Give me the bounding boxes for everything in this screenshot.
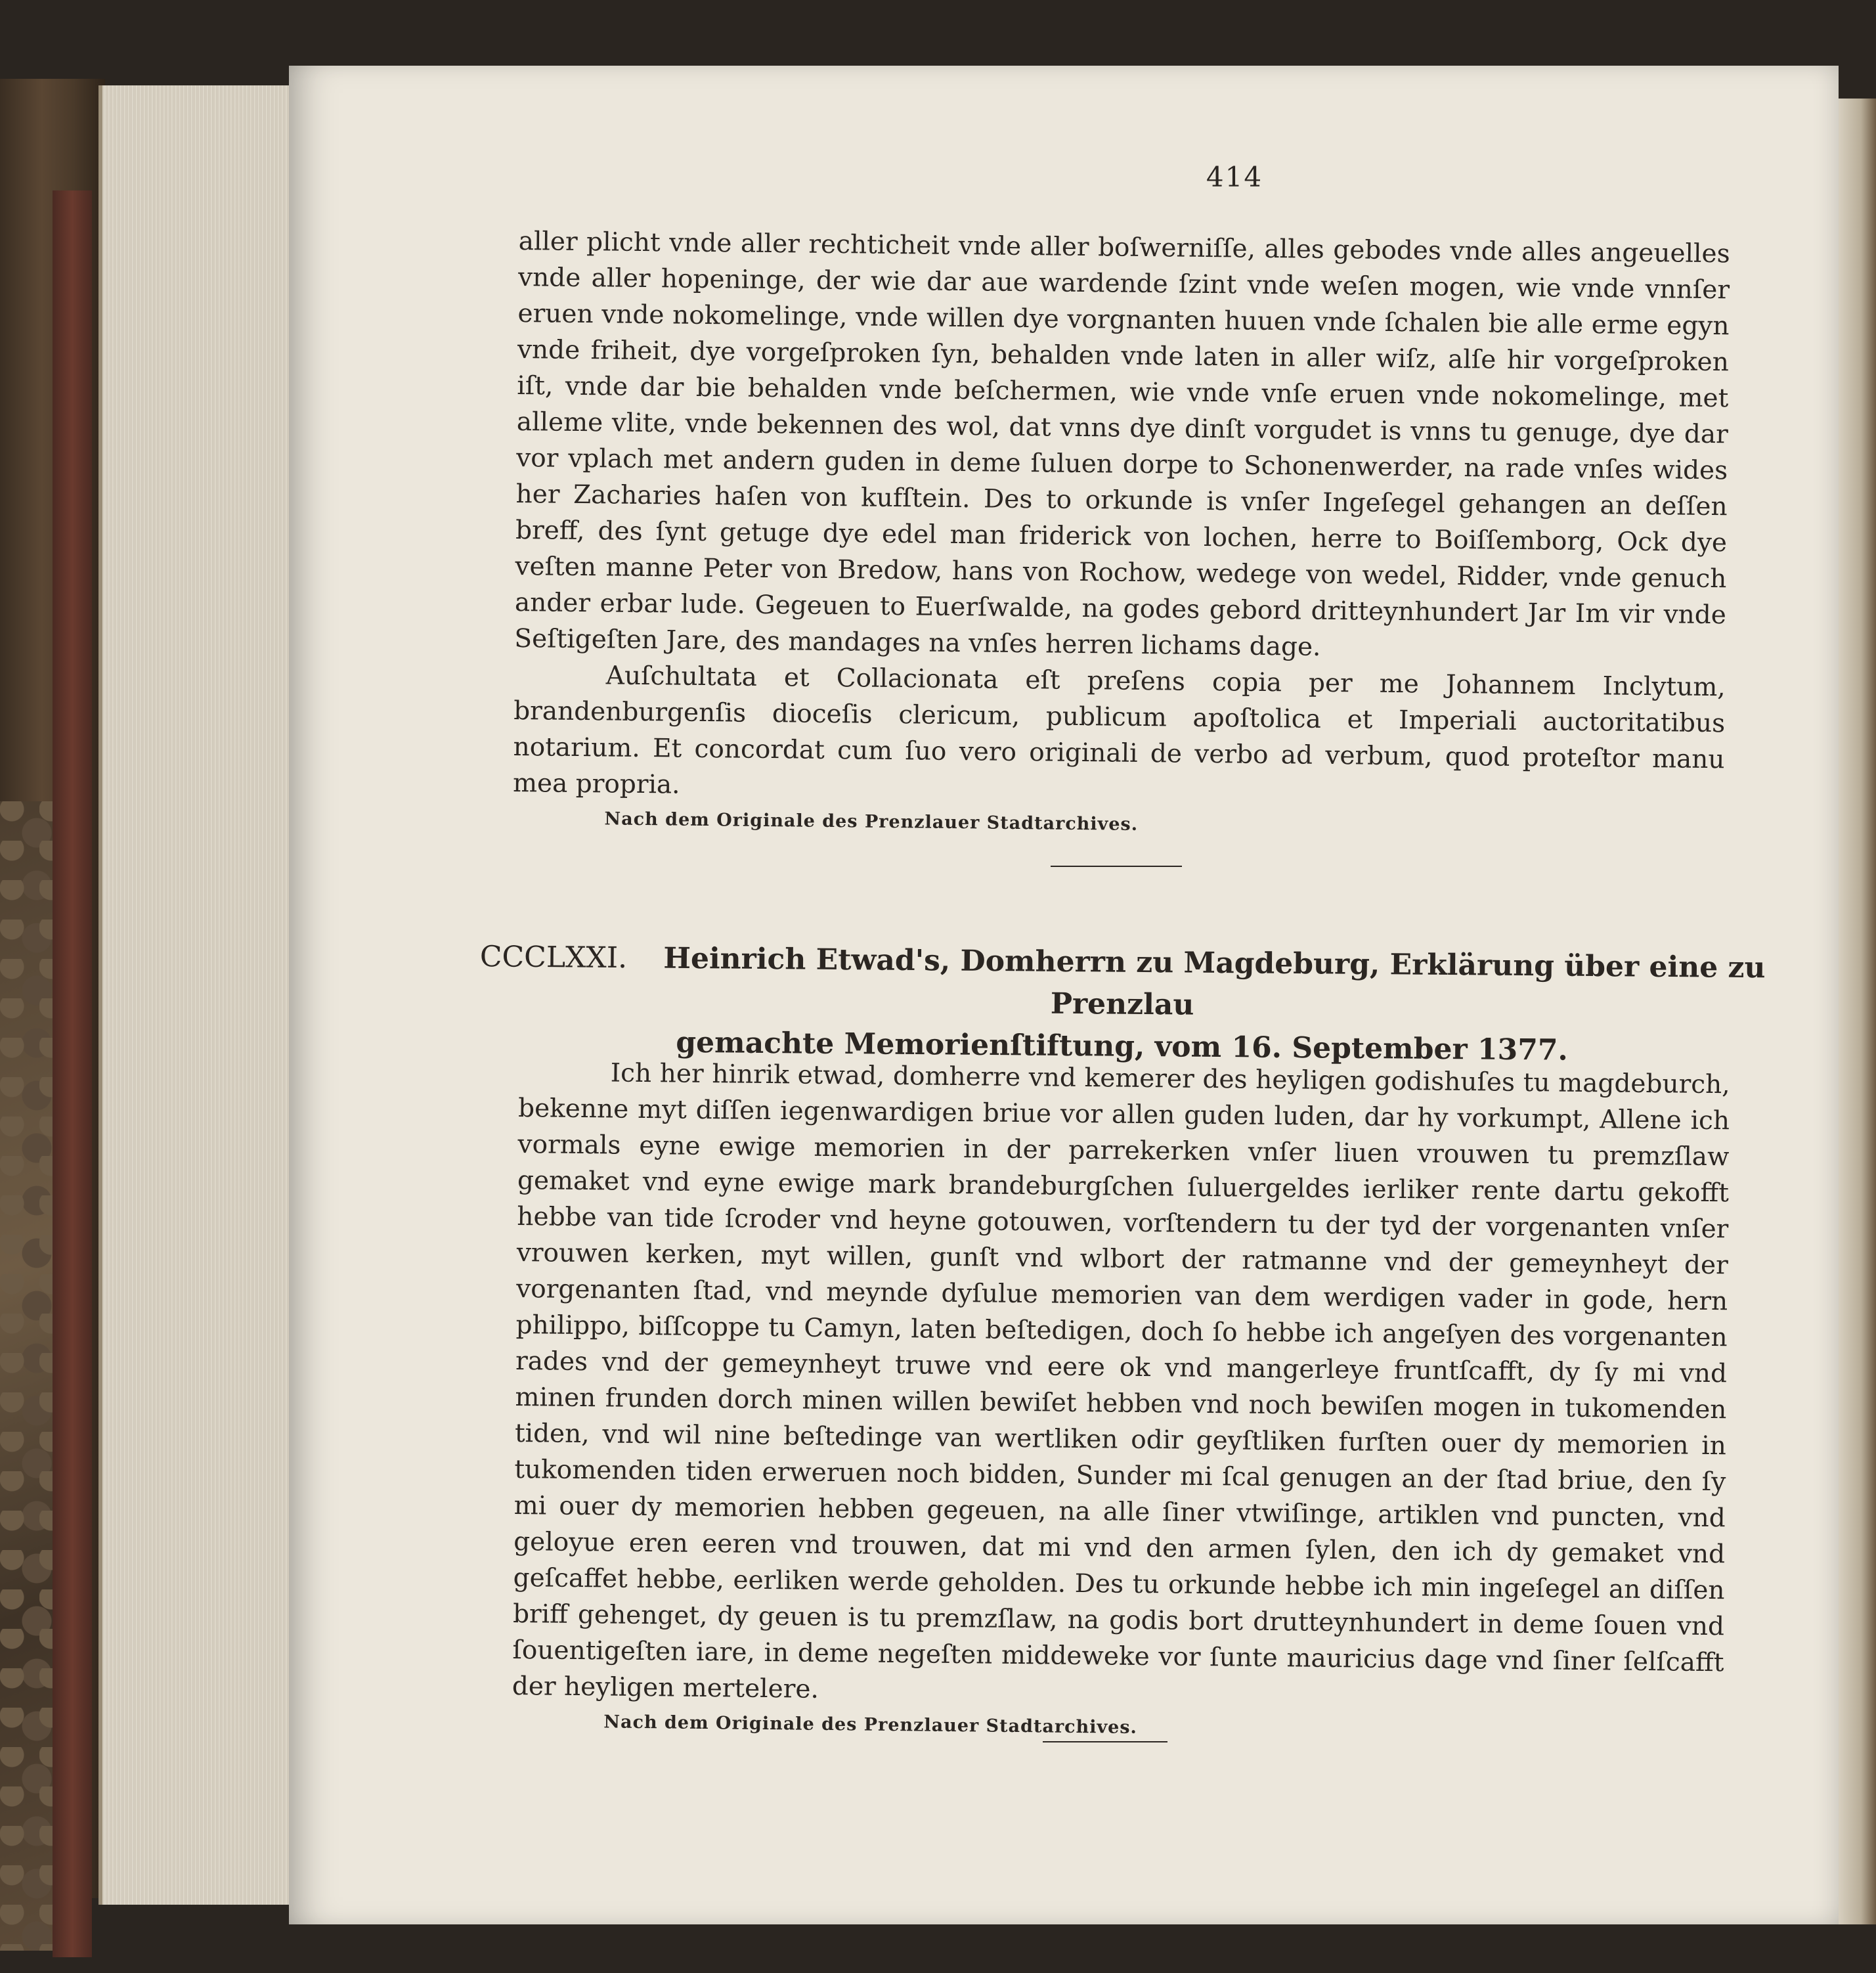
section-document	[512, 1054, 1730, 1744]
document-text-paragraph: Ich her hinrik etwad, domherre vnd kemerer des heyligen godishuſes tu magdeburch, bekenne myt diſſen iegenwardigen briue vor allen guden luden, dar hy vorkumpt, Allene ich vormals eyne ewige memorien in der parrekerken vnſer liuen vrouwen tu premzſlaw gemaket vnd eyne ewige mark brandeburgſchen ſuluergeldes ierliker rente dartu gekofft hebbe van tide ſcroder vnd heyne gotouwen, vorſtendern tu der tyd der vorgenanten vnſer vrouwen kerken, myt willen, gunſt vnd wlbort der ratmanne vnd der gemeynheyt der vorgenanten ſtad, vnd meynde dyſulue memorien van dem werdigen vader in gode, hern philippo, biſſcoppe tu Camyn, laten beſtedigen, doch ſo hebbe ich angeſyen des vorgenanten rades vnd der gemeynheyt truwe vnd eere ok vnd mangerleye fruntſcafft, dy ſy mi vnd minen frunden dorch minen willen bewiſet hebben vnd noch bewiſen mogen in tukomenden tiden, vnd wil nine beſtedinge van wertliken odir geyſtliken furſten ouer dy memorien in tukomenden tiden erweruen noch bidden, Sunder mi ſcal genugen an der ſtad briue, den ſy mi ouer dy memorien hebben gegeuen, na alle ſiner vtwiſinge, artiklen vnd puncten, vnd geloyue eren eeren vnd trouwen, dat mi vnd den armen ſylen, den ich dy gemaket vnd geſcaffet hebbe, eerliken werde geholden. Des tu orkunde hebbe ich min ingeſegel an diſſen briff gehenget, dy geuen is tu premzſlaw, na godis bort drutteynhundert in deme ſouen vnd ſouentigeſten iare, in deme negeſten middeweke vor ſunte mauricius dage vnd ſiner ſelſcafft der heyligen mertelere.	[512, 1058, 1730, 1704]
heading-title-line2: gemachte Memorienſtiftung, vom 16. September 1377.	[676, 1025, 1568, 1067]
notary-attestation-paragraph: Auſchultata et Collacionata eſt preſens copia per me Johannem Inclytum, brandenburgenſis dioceſis clericum, publicum apoſtolica et Imperiali auctoritatibus notarium. Et concordat cum ſuo vero originali de verbo ad verbum, quod proteſtor manu mea propria.	[512, 661, 1726, 800]
book-cover	[0, 79, 105, 1898]
leather-spine	[53, 190, 92, 1957]
section-divider	[1051, 866, 1182, 867]
document-heading	[465, 936, 1779, 1073]
facing-page-edge	[1839, 99, 1876, 1924]
heading-title-line1: Heinrich Etwad's, Domherrn zu Magdeburg, Erklärung über eine zu Prenzlau	[663, 941, 1766, 1022]
book-page	[289, 66, 1839, 1924]
source-note: Nach dem Originale des Prenzlauer Stadtarchives.	[603, 1712, 1138, 1738]
document-number: CCCLXXI.	[479, 940, 628, 975]
end-divider	[1043, 1741, 1167, 1742]
page-edges	[98, 85, 299, 1905]
charter-text-paragraph: aller plicht vnde aller rechticheit vnde aller boſwerniſſe, alles gebodes vnde alles angeuelles vnde aller hopeninge, der wie dar aue wardende ſzint vnde weſen mogen, wie vnde vnnſer eruen vnde nokomelinge, vnde willen dye vorgnanten huuen vnde ſchalen bie alle erme egyn vnde friheit, dye vorgeſproken ſyn, behalden vnde laten in aller wiſz, alſe hir vorgeſproken iſt, vnde dar bie behalden vnde beſchermen, wie vnde vnſe eruen vnde nokomelinge, met alleme vlite, vnde bekennen des wol, dat vnns dye dinſt vorgudet is vnns tu genuge, dye dar vor vplach met andern guden in deme ſuluen dorpe to Schonenwerder, na rade vnſes wides her Zacharies haſen von kufſtein. Des to orkunde is vnſer Ingeſegel gehangen an deſſen breff, des ſynt getuge dye edel man friderick von lochen, herre to Boiſſemborg, Ock dye veſten manne Peter von Bredow, hans von Rochow, wedege von wedel, Ridder, vnde genuch ander erbar lude. Gegeuen to Euerſwalde, na godes gebord dritteynhundert Jar Im vir vnde Seſtigeſten Jare, des mandages na vnſes herren lichams dage.	[514, 226, 1730, 662]
page-number: 414	[1206, 161, 1263, 193]
section-continuation	[512, 223, 1730, 841]
source-note: Nach dem Originale des Prenzlauer Stadtarchives.	[604, 809, 1139, 835]
